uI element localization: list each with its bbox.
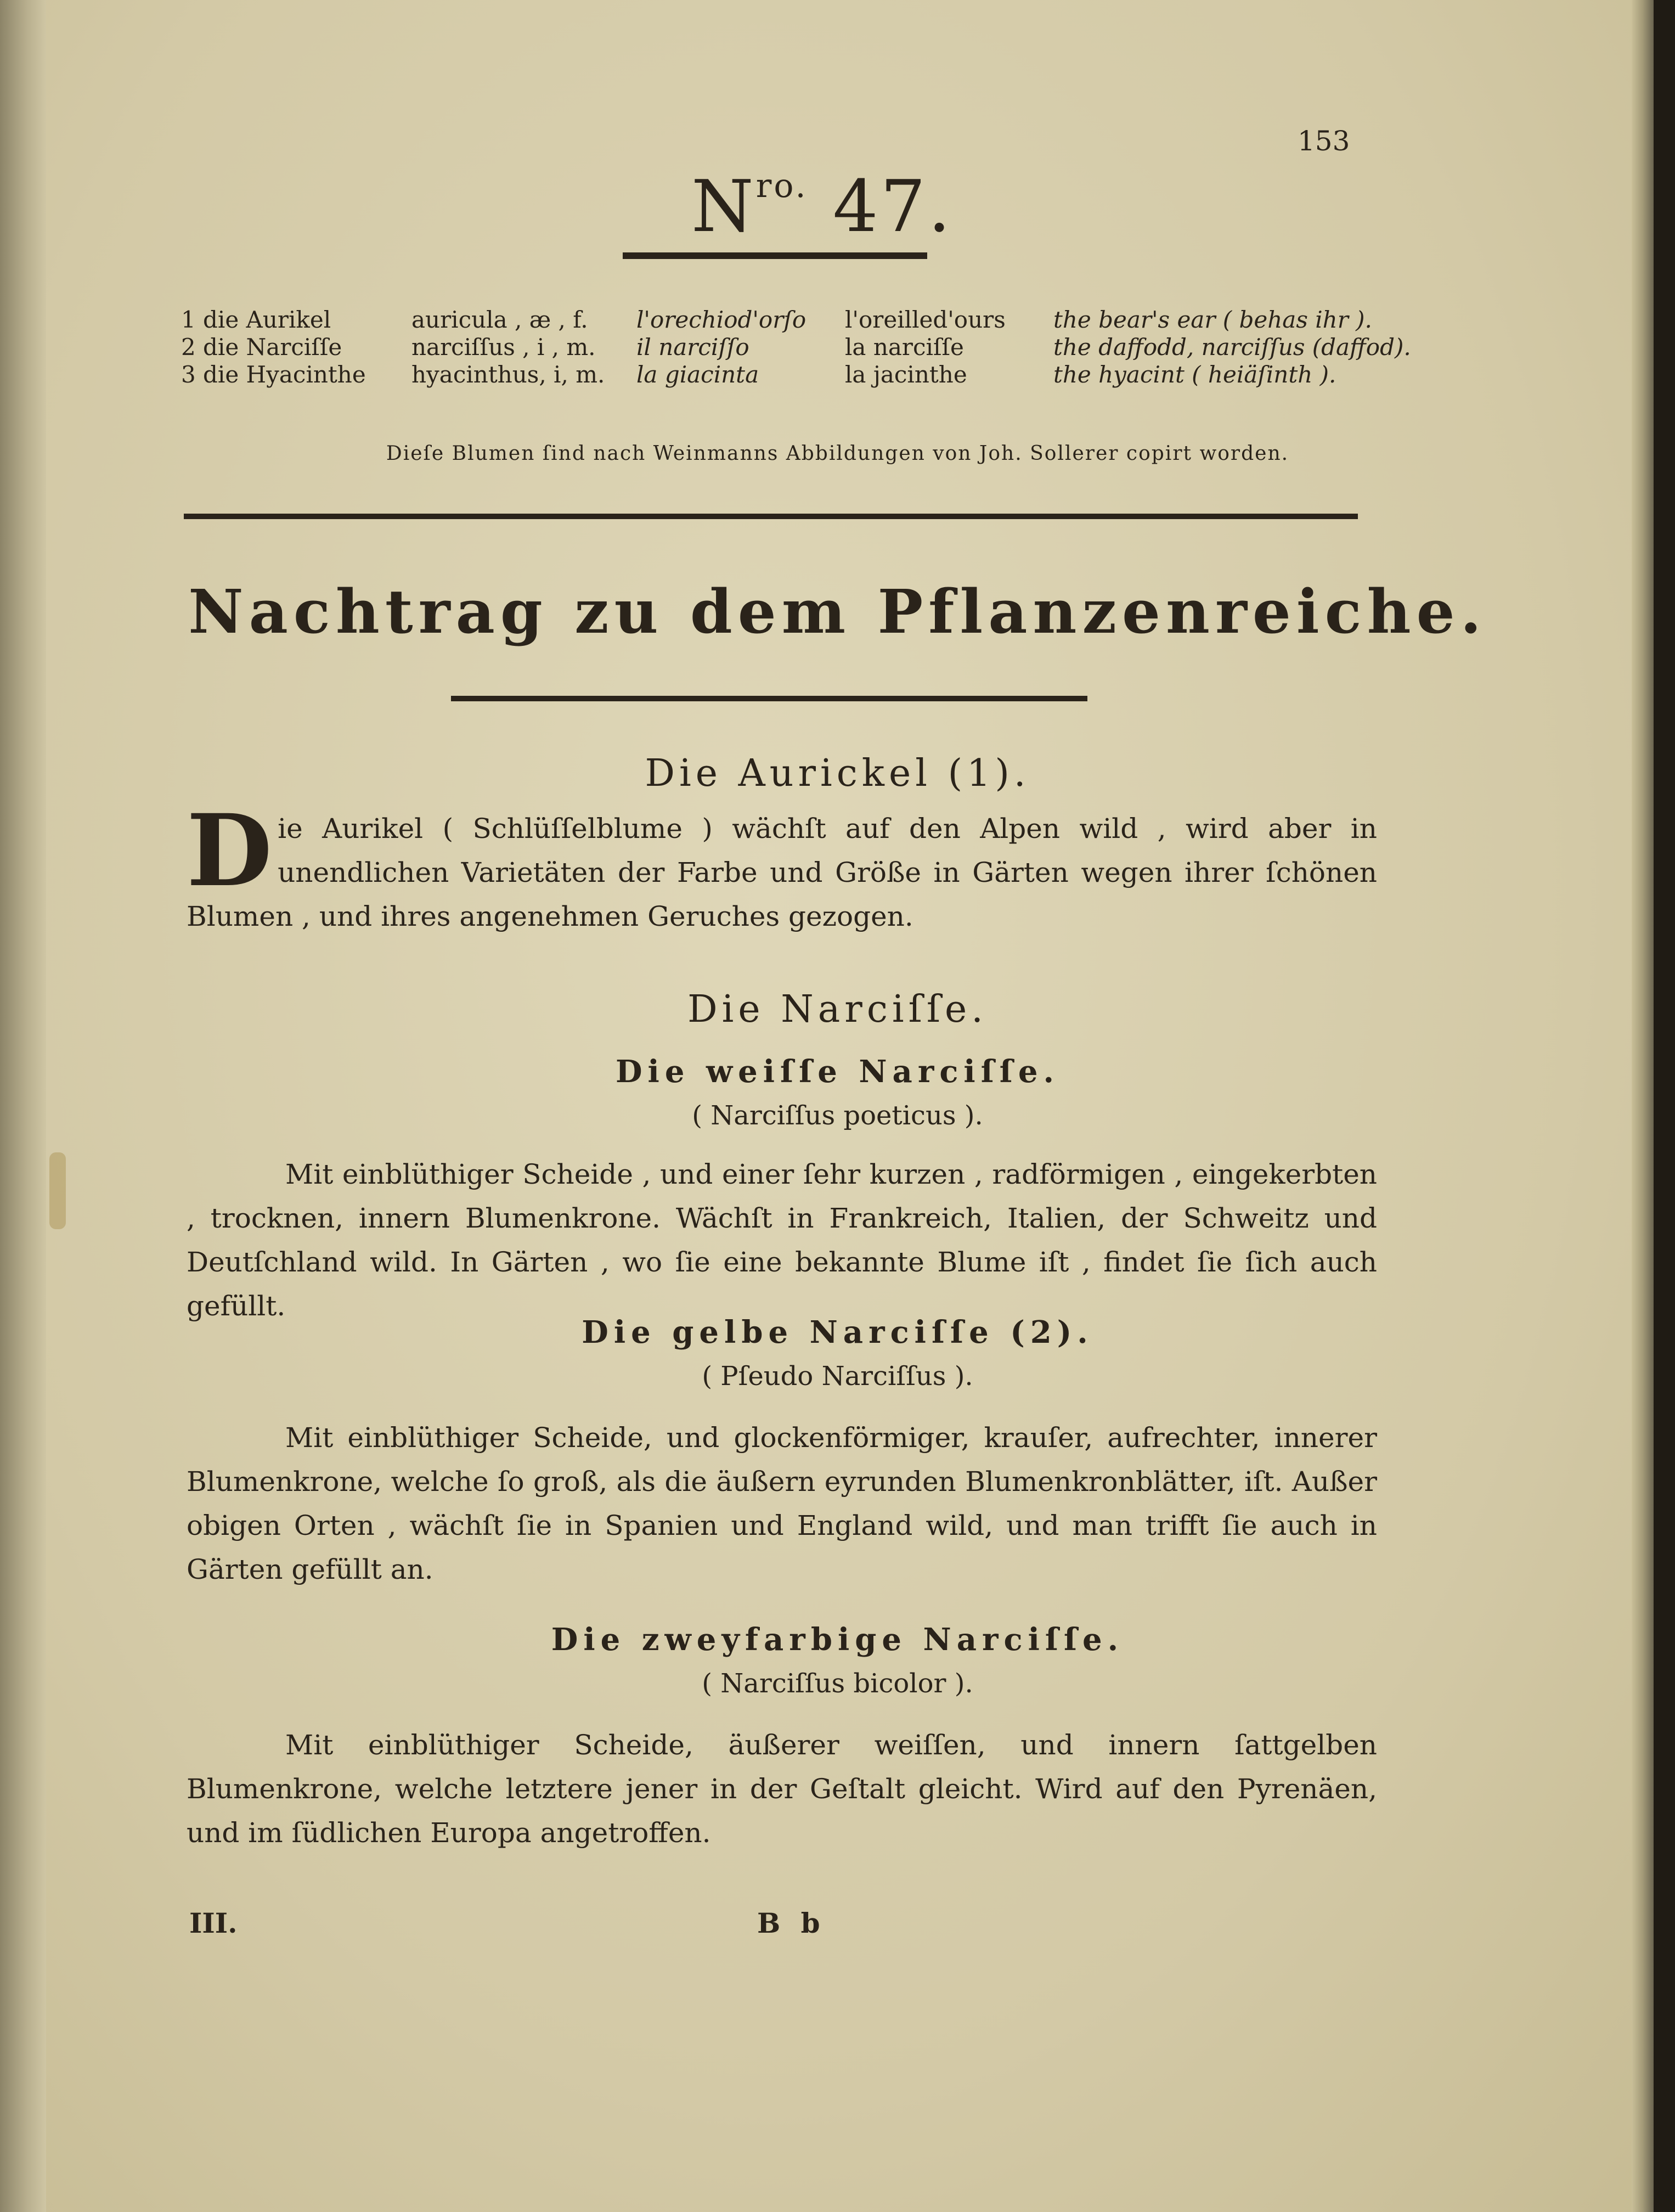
- zwey-latin: ( Narciſſus bicolor ).: [702, 1668, 973, 1699]
- italian-name: l'orechiod'orſo: [636, 306, 807, 333]
- italian-name: il narciſſo: [636, 334, 749, 361]
- table-row: [181, 307, 1432, 335]
- english-name: the daffodd, narciſſus (daffod).: [1053, 334, 1411, 361]
- row-number: 1: [181, 306, 196, 333]
- auricel-text: ie Aurikel ( Schlüſſelblume ) wächſt auf den Alpen wild , wird aber in unendlichen Varietäten der Farbe und Größe in Gärten wegen ihrer ſchönen Blumen , und ihres angenehmen Geruches gezogen.: [187, 813, 1377, 932]
- gelbe-paragraph: Mit einblüthiger Scheide, und glockenförmiger, krauſer, aufrechter, innerer Blumenkrone, welche ſo groß, als die äußern eyrunden Blumenkronblätter, iſt. Außer obigen Orten , wächſt ſie in Spanien und England wild, und man trifft ſie auch in Gärten gefüllt an.: [187, 1422, 1377, 1585]
- latin-name: narciſſus , i , m.: [411, 334, 596, 361]
- latin-name: auricula , æ , f.: [411, 306, 588, 333]
- volume-mark: III.: [189, 1907, 238, 1939]
- italian-name: la giacinta: [636, 361, 759, 388]
- number-prefix: N: [691, 165, 756, 248]
- french-name: la narciſſe: [845, 334, 964, 361]
- gelbe-heading: Die gelbe Narciſſe (2).: [582, 1314, 1093, 1350]
- french-name: l'oreilled'ours: [845, 306, 1006, 333]
- plant-names-table: [181, 307, 1432, 390]
- german-name: die Hyacinthe: [203, 361, 366, 388]
- number-sup: ro.: [755, 167, 808, 205]
- table-row: [181, 335, 1432, 362]
- german-name: die Narciſſe: [203, 334, 342, 361]
- english-name: the hyacint ( heiäſinth ).: [1053, 361, 1336, 388]
- french-name: la jacinthe: [845, 361, 967, 388]
- weisse-latin: ( Narciſſus poeticus ).: [692, 1100, 983, 1131]
- english-name: the bear's ear ( behas ihr ).: [1053, 306, 1372, 333]
- auricel-paragraph: [187, 793, 1377, 938]
- number-value: 47.: [832, 165, 953, 248]
- gelbe-latin: ( Pſeudo Narciſſus ).: [702, 1361, 973, 1392]
- weisse-heading: Die weiſſe Narciſſe.: [615, 1054, 1060, 1090]
- german-name: die Aurikel: [203, 306, 331, 333]
- drop-cap: D: [187, 793, 273, 909]
- section-rule: [184, 514, 1358, 519]
- row-number: 3: [181, 361, 196, 388]
- latin-name: hyacinthus, i, m.: [411, 361, 605, 388]
- main-title: Nachtrag zu dem Pflanzenreiche.: [188, 576, 1487, 647]
- weisse-paragraph: Mit einblüthiger Scheide , und einer ſehr kurzen , radförmigen , eingekerbten , trocknen, innern Blumenkrone. Wächſt in Frankreich, Italien, der Schweitz und Deutſchland wild. In Gärten , wo ſie eine bekannte Blume iſt , findet ſie ſich auch gefüllt.: [187, 1158, 1377, 1322]
- row-number: 2: [181, 334, 196, 361]
- title-rule: [451, 696, 1087, 701]
- illustration-note: Dieſe Blumen ſind nach Weinmanns Abbildungen von Joh. Sollerer copirt worden.: [386, 442, 1289, 465]
- signature-mark: B b: [757, 1907, 826, 1939]
- zwey-heading: Die zweyfarbige Narciſſe.: [551, 1622, 1124, 1658]
- heading-rule: [623, 252, 927, 259]
- entry-number-heading: [691, 165, 953, 248]
- paper-stain: [49, 1152, 66, 1229]
- zwey-paragraph: Mit einblüthiger Scheide, äußerer weiſſen, und innern ſattgelben Blumenkrone, welche letztere jener in der Geſtalt gleicht. Wird auf den Pyrenäen, und im ſüdlichen Europa angetroffen.: [187, 1729, 1377, 1849]
- auricel-heading: Die Aurickel (1).: [645, 752, 1030, 795]
- narcisse-heading: Die Narciſſe.: [687, 988, 988, 1031]
- page-number: 153: [1298, 125, 1350, 157]
- table-row: [181, 362, 1432, 390]
